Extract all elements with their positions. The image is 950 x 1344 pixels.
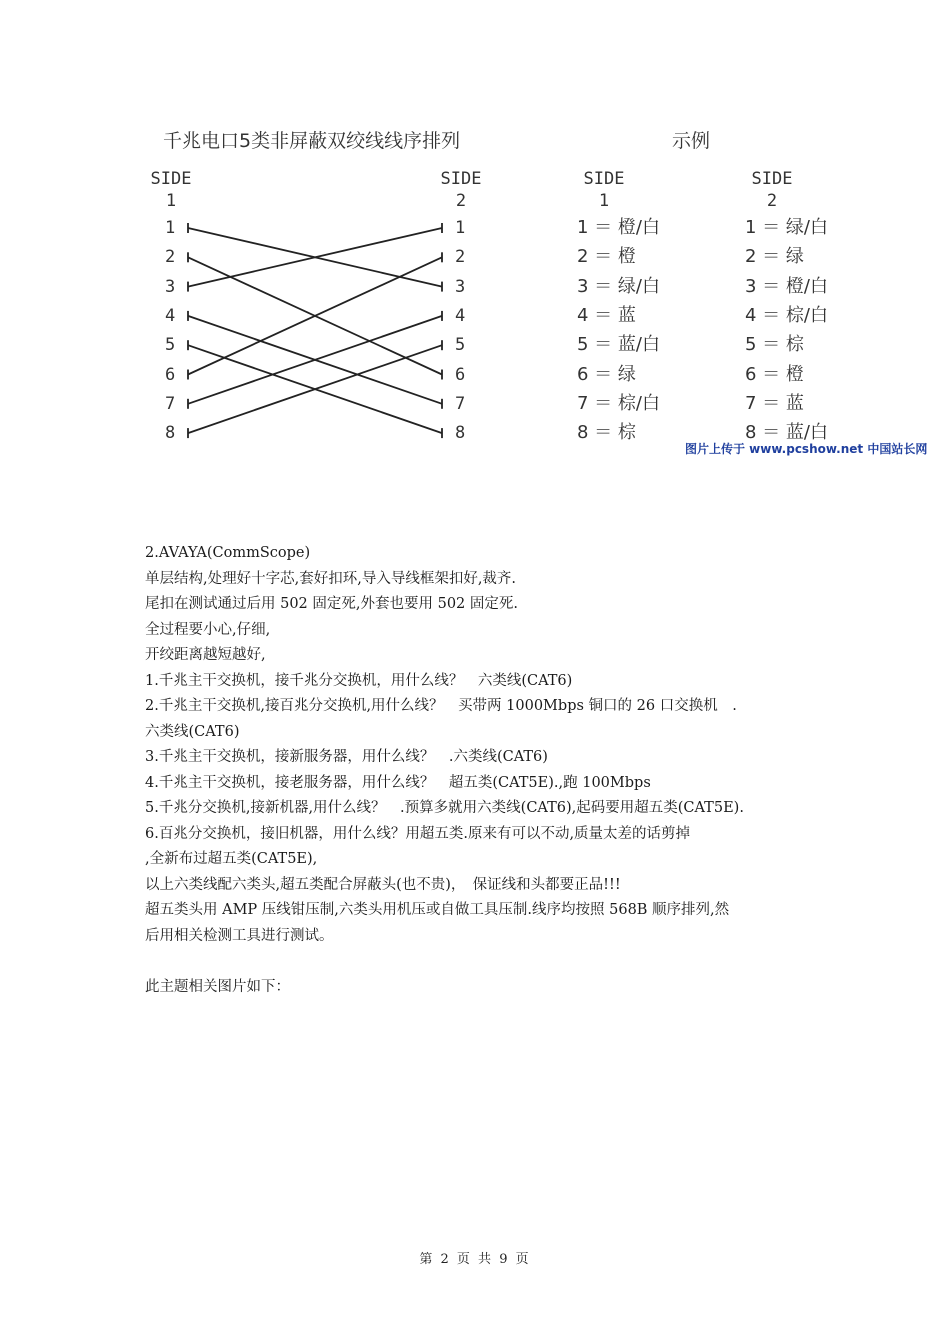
body-line: 2.千兆主干交换机,接百兆分交换机,用什么线？ 买带两 1000Mbps 铜口的 26 口交换机 .: [145, 698, 737, 714]
side2-color-item: 6 ＝ 橙: [745, 363, 804, 385]
side2-color-item: 5 ＝ 棕: [745, 334, 804, 356]
right-pin-label: 5: [455, 335, 466, 356]
side2-color-item: 2 ＝ 绿: [745, 246, 804, 268]
body-line: 全过程要小心,仔细,: [145, 621, 271, 638]
right-pin-label: 6: [455, 364, 466, 385]
body-line: 尾扣在测试通过后用 502 固定死,外套也要用 502 固定死.: [145, 596, 519, 612]
body-line: 超五类头用 AMP 压线钳压制,六类头用机压或自做工具压制.线序均按照 568B 顺序排列,然: [145, 902, 730, 918]
left-pin-label: 5: [165, 335, 176, 356]
side2-color-item: 1 ＝ 绿/白: [745, 217, 828, 238]
side1-color-item: 6 ＝ 绿: [577, 363, 636, 385]
side1-color-item: 8 ＝ 棕: [577, 422, 636, 444]
body-line: 3.千兆主干交换机，接新服务器，用什么线？ .六类线(CAT6): [145, 749, 548, 765]
left-pin-label: 4: [165, 305, 176, 326]
side2-color-item: 4 ＝ 棕/白: [745, 304, 828, 326]
side2-color-item: 3 ＝ 橙/白: [745, 275, 828, 297]
body-line: ,全新布过超五类(CAT5E),: [145, 851, 318, 867]
side1-color-item: 1 ＝ 橙/白: [577, 217, 660, 238]
side2-color-item: 8 ＝ 蓝/白: [745, 422, 828, 444]
right-pin-label: 4: [455, 305, 466, 326]
body-line: 6.百兆分交换机，接旧机器，用什么线？用超五类.原来有可以不动,质量太差的话剪掉: [145, 825, 691, 842]
page-footer: 第 2 页 共 9 页: [419, 1252, 531, 1267]
right-pin-label: 3: [455, 276, 466, 297]
side1-color-item: 2 ＝ 橙: [577, 246, 636, 268]
watermark: 图片上传于 www.pcshow.net 中国站长网: [685, 442, 928, 456]
diagram-title: 千兆电口5类非屏蔽双绞线线序排列: [163, 130, 461, 152]
right-pin-label: 7: [455, 393, 466, 414]
side1-color-item: 5 ＝ 蓝/白: [577, 334, 660, 356]
body-line: 开绞距离越短越好,: [145, 647, 266, 663]
left-pin-label: 8: [165, 423, 176, 444]
right-pin-label: 2: [455, 247, 466, 268]
left-side-a-label: SIDE 1: [150, 169, 192, 211]
left-side-b-label: SIDE 2: [440, 169, 482, 211]
closing-line: 此主题相关图片如下：: [145, 979, 290, 995]
right-pin-label: 8: [455, 423, 466, 444]
body-line: 以上六类线配六类头,超五类配合屏蔽头(也不贵)， 保证线和头都要正品!!!: [145, 876, 621, 893]
side1-color-item: 3 ＝ 绿/白: [577, 275, 660, 297]
right-pin-label: 1: [455, 218, 466, 238]
left-pin-label: 2: [165, 247, 176, 268]
body-line: 2.AVAYA(CommScope): [145, 545, 311, 561]
left-pin-label: 1: [165, 218, 176, 238]
side1-color-item: 4 ＝ 蓝: [577, 304, 636, 326]
right-side-b-label: SIDE 2: [751, 169, 793, 211]
body-line: 4.千兆主干交换机，接老服务器，用什么线？ 超五类(CAT5E).,跑 100Mbps: [145, 774, 651, 791]
example-title: 示例: [672, 130, 711, 152]
body-line: 1.千兆主干交换机，接千兆分交换机，用什么线？ 六类线(CAT6): [145, 672, 573, 689]
left-pin-label: 6: [165, 364, 176, 385]
body-line: 六类线(CAT6): [145, 723, 240, 740]
left-pin-label: 3: [165, 276, 176, 297]
body-text: [145, 541, 825, 1001]
side1-color-item: 7 ＝ 棕/白: [577, 392, 660, 414]
wiring-diagram-figure: [145, 120, 928, 465]
left-pin-label: 7: [165, 393, 176, 414]
body-line: 单层结构,处理好十字芯,套好扣环,导入导线框架扣好,裁齐.: [145, 570, 517, 587]
body-line: 5.千兆分交换机,接新机器,用什么线？ .预算多就用六类线(CAT6),起码要用超五类(CAT5E).: [145, 800, 744, 816]
side2-color-item: 7 ＝ 蓝: [745, 392, 804, 414]
right-side-a-label: SIDE 1: [583, 169, 625, 211]
body-line: 后用相关检测工具进行测试。: [145, 927, 334, 944]
